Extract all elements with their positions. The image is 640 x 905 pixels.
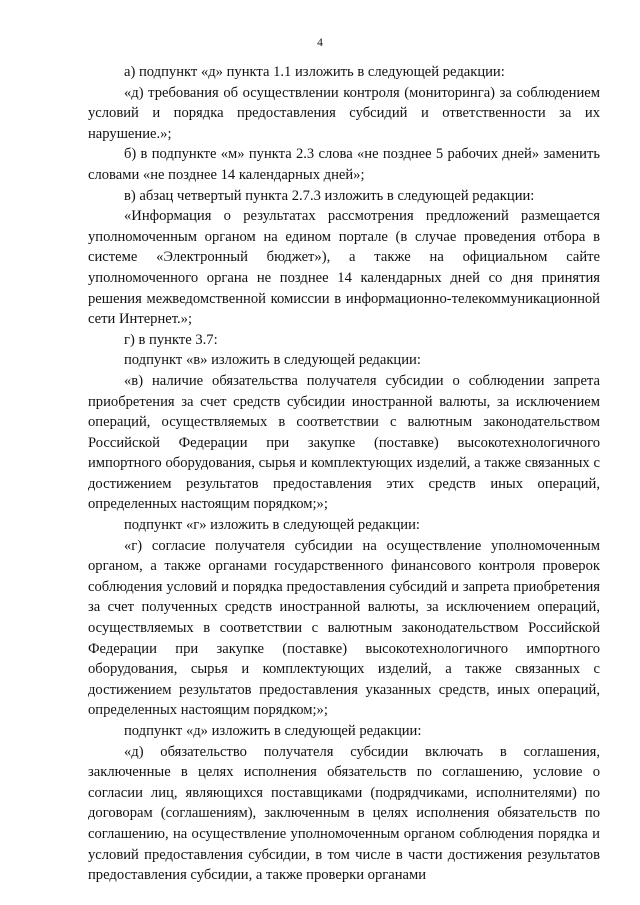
paragraph: подпункт «в» изложить в следующей редакции: bbox=[124, 352, 421, 369]
paragraph: в) абзац четвертый пункта 2.7.3 изложить в следующей редакции: bbox=[124, 187, 535, 204]
paragraph: «г) согласие получателя субсидии на осуществление уполномоченным органом, а также органами государственного финансового контроля проверок соблюдения условий и порядка предоставления субсидий и запрета приобретения за счет полученных средств иностранной валюты, за исключением операций, осуществляемых в соответствии с валютным законодательством Российской Федерации при закупке (поставке) высокотехнологичного импортного оборудования, сырья и комплектующих изделий, а также связанных с достижением результатов предоставления указанных средств, иных операций, определенных настоящим порядком;»; bbox=[88, 537, 600, 719]
paragraph: «д) обязательство получателя субсидии включать в соглашения, заключенные в целях исполнения обязательств по соглашению, условие о согласии лиц, являющихся поставщиками (подрядчиками, исполнителями) по договорам (соглашениям), заключенным в целях исполнения обязательств по соглашению, на осуществление уполномоченным органом соблюдения порядка и условий предоставления субсидии, в том числе в части достижения результатов предоставления субсидии, а также проверки органами bbox=[88, 743, 600, 884]
paragraph: б) в подпункте «м» пункта 2.3 слова «не позднее 5 рабочих дней» заменить словами «не позднее 14 календарных дней»; bbox=[88, 146, 600, 183]
paragraph: «Информация о результатах рассмотрения предложений размещается уполномоченным органом на едином портале (в случае проведения отбора в системе «Электронный бюджет»), а также на официальном сайте уполномоченного органа не позднее 14 календарных дней со дня принятия решения межведомственной комиссии в информационно-телекоммуникационной сети Интернет.»; bbox=[88, 208, 600, 328]
page-number: 4 bbox=[317, 37, 323, 49]
paragraph: «д) требования об осуществлении контроля (мониторинга) за соблюдением условий и порядка предоставления субсидий и ответственности за их нарушение.»; bbox=[88, 84, 600, 142]
paragraph: подпункт «г» изложить в следующей редакции: bbox=[124, 517, 420, 534]
paragraph: подпункт «д» изложить в следующей редакции: bbox=[124, 723, 422, 739]
document-body bbox=[88, 62, 600, 886]
paragraph: а) подпункт «д» пункта 1.1 изложить в следующей редакции: bbox=[124, 64, 505, 80]
paragraph: «в) наличие обязательства получателя субсидии о соблюдении запрета приобретения за счет средств субсидии иностранной валюты, за исключением операций, осуществляемых в соответствии с валютным законодательством Российской Федерации при закупке (поставке) высокотехнологичного импортного оборудования, сырья и комплектующих изделий, а также связанных с достижением результатов предоставления этих средств иных операций, определенных настоящим порядком;»; bbox=[88, 372, 600, 513]
paragraph: г) в пункте 3.7: bbox=[124, 331, 218, 348]
